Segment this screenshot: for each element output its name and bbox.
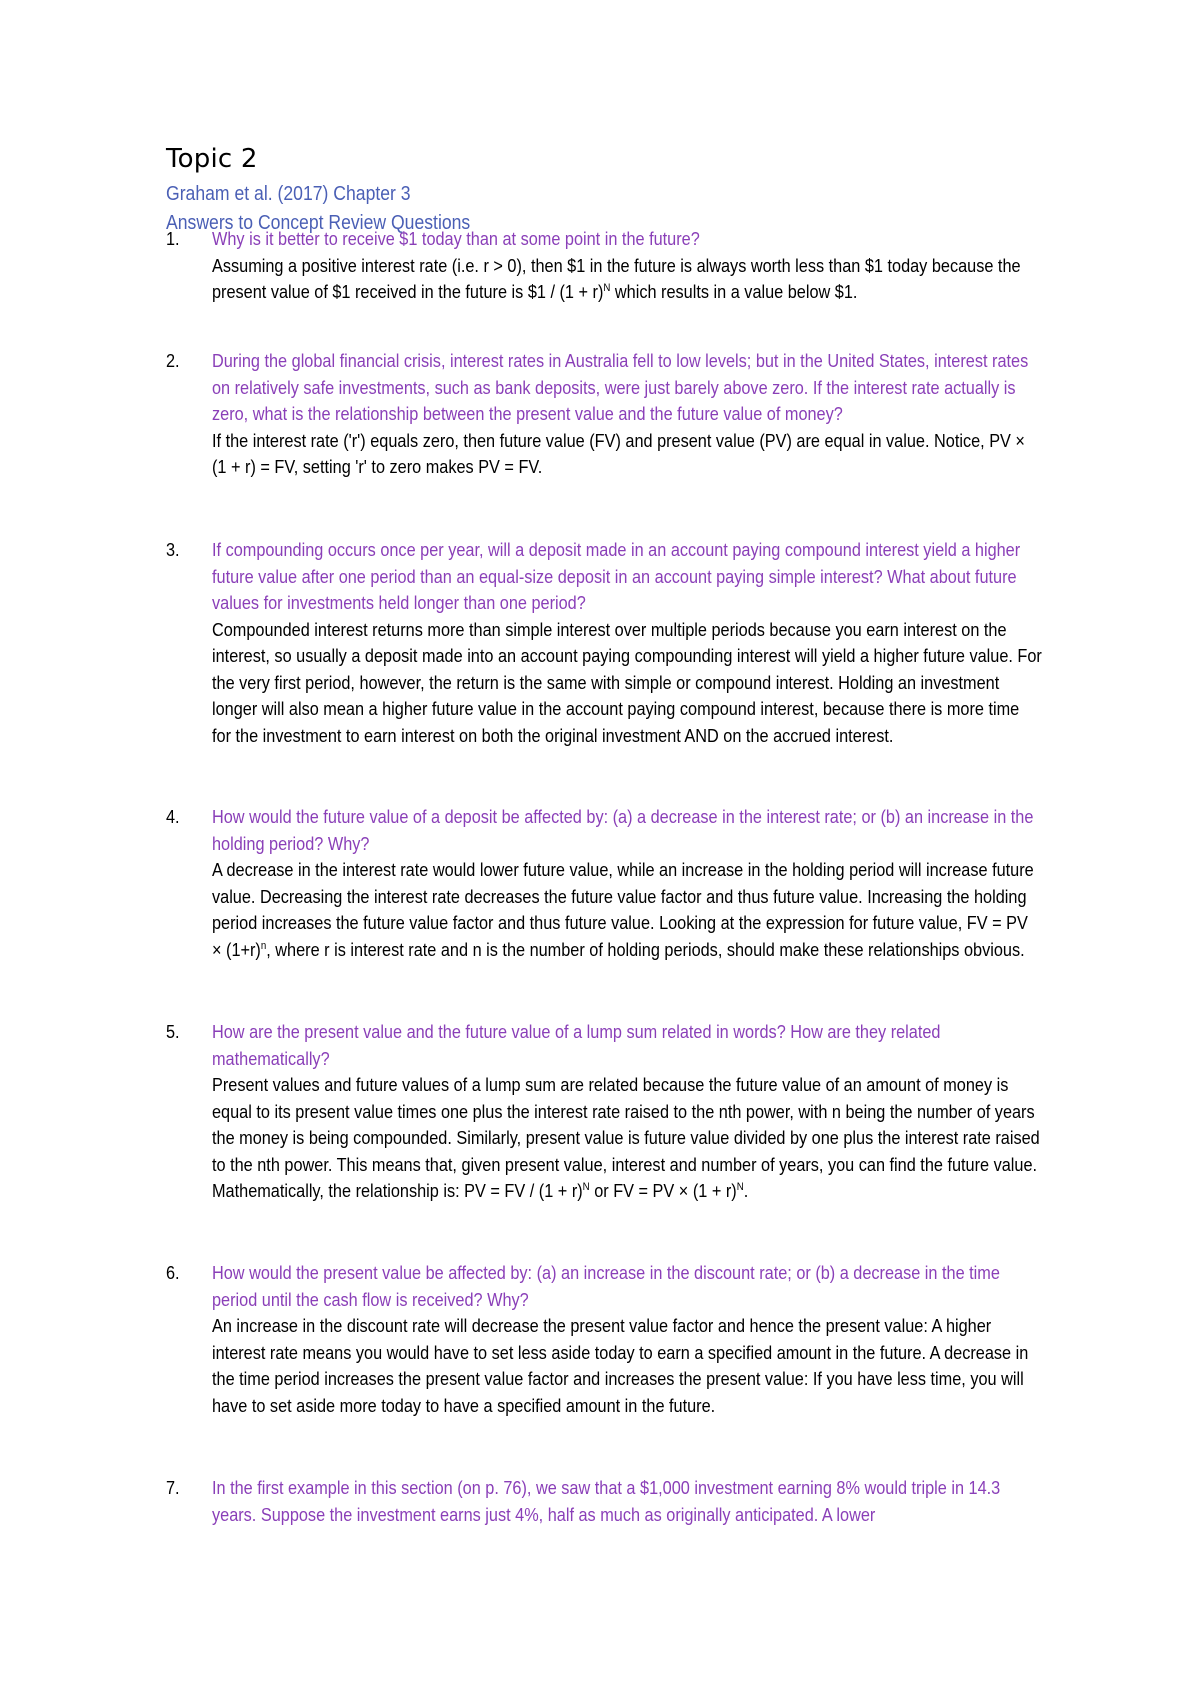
question-text: If compounding occurs once per year, will a deposit made in an account paying compound interest yield a higher future value after one period than an equal-size deposit in an account paying simple interest? What about future values for investments held longer than one period? — [212, 539, 1021, 613]
question-number: 6. — [166, 1262, 180, 1283]
question-number: 2. — [166, 350, 180, 371]
question-item-3 — [166, 537, 1166, 749]
question-number: 5. — [166, 1021, 180, 1042]
question-number: 7. — [166, 1477, 180, 1498]
question-number: 1. — [166, 228, 180, 249]
answer-part: Assuming a positive interest rate (i.e. r > 0), then $1 in the future is always worth less than $1 today because the present value of $1 received in the future is $1 / (1 + r) — [212, 254, 1021, 302]
question-text: During the global financial crisis, interest rates in Australia fell to low levels; but in the United States, interest rates on relatively safe investments, such as bank deposits, were just barely above zero. If the interest rate actually is zero, what is the relationship between the present value and the future value of money? — [212, 350, 1029, 424]
answer-part: , where r is interest rate and n is the number of holding periods, should make these relationships obvious. — [266, 938, 1025, 960]
answer-text: An increase in the discount rate will decrease the present value factor and hence the present value: A higher interest rate means you would have to set less aside today to earn a specified amount in the future. A decrease in the time period increases the present value factor and increases the present value: If you have less time, you will have to set aside more today to have a specified amount in the future. — [212, 1315, 1029, 1416]
answer-text: If the interest rate ('r') equals zero, then future value (FV) and present value (PV) are equal in value. Notice, PV × (1 + r) = FV, setting 'r' to zero makes PV = FV. — [212, 429, 1025, 477]
question-text: How would the present value be affected by: (a) an increase in the discount rate; or (b) a decrease in the time period until the cash flow is received? Why? — [212, 1262, 1000, 1310]
exponent: N — [582, 1180, 590, 1193]
answer-part: . — [743, 1180, 749, 1201]
question-number: 4. — [166, 806, 180, 827]
answer-part: which results in a value below $1. — [610, 281, 858, 302]
document-title: Topic 2 — [166, 144, 258, 174]
answer-text: Compounded interest returns more than simple interest over multiple periods because you earn interest on the interest, so usually a deposit made into an account paying compounding interest will yield a higher future value. For the very first period, however, the return is the same with simple or compound interest. Holding an investment longer will also mean a higher future value in the account paying compound interest, because there is more time for the investment to earn interest on both the original investment AND on the accrued interest. — [212, 618, 1042, 746]
question-number: 3. — [166, 539, 180, 560]
exponent: n — [260, 939, 267, 952]
answer-part: or FV = PV × (1 + r) — [589, 1180, 737, 1201]
question-text: How would the future value of a deposit be affected by: (a) a decrease in the interest rate; or (b) an increase in the holding period? Why? — [212, 806, 1034, 854]
answer-text — [212, 857, 1042, 963]
answer-text — [212, 1072, 1042, 1205]
question-item-2 — [166, 348, 1166, 481]
question-item-4 — [166, 804, 1166, 963]
question-item-5 — [166, 1019, 1166, 1205]
question-item-6 — [166, 1260, 1166, 1419]
section-heading: Answers to Concept Review Questions — [166, 212, 471, 234]
answer-text — [212, 253, 1042, 306]
exponent: N — [603, 281, 611, 294]
question-text: In the first example in this section (on p. 76), we saw that a $1,000 investment earning 8% would triple in 14.3 years. Suppose the investment earns just 4%, half as much as originally anticipated. A lower — [212, 1477, 1001, 1525]
chapter-reference: Graham et al. (2017) Chapter 3 — [166, 183, 411, 205]
question-text: Why is it better to receive $1 today than at some point in the future? — [212, 228, 700, 249]
answer-part: Present values and future values of a lump sum are related because the future value of an amount of money is equal to its present value times one plus the interest rate raised to the nth power, with n being the number of years the money is being compounded. Similarly, present value is future value divided by one plus the interest rate raised to the nth power. This means that, given present value, interest and number of years, you can find the future value. Mathematically, the relationship is: PV = FV / (1 + r) — [212, 1074, 1040, 1201]
exponent: N — [736, 1180, 744, 1193]
question-text: How are the present value and the future value of a lump sum related in words? How are they related mathematically? — [212, 1021, 941, 1069]
question-item-7 — [166, 1475, 1166, 1528]
question-item-1 — [166, 226, 1166, 306]
answer-part: A decrease in the interest rate would lower future value, while an increase in the holding period will increase future value. Decreasing the interest rate decreases the future value factor and thus future value. Increasing the holding period increases the future value factor and thus future value. Looking at the expression for future value, FV = PV × (1+r) — [212, 859, 1034, 960]
